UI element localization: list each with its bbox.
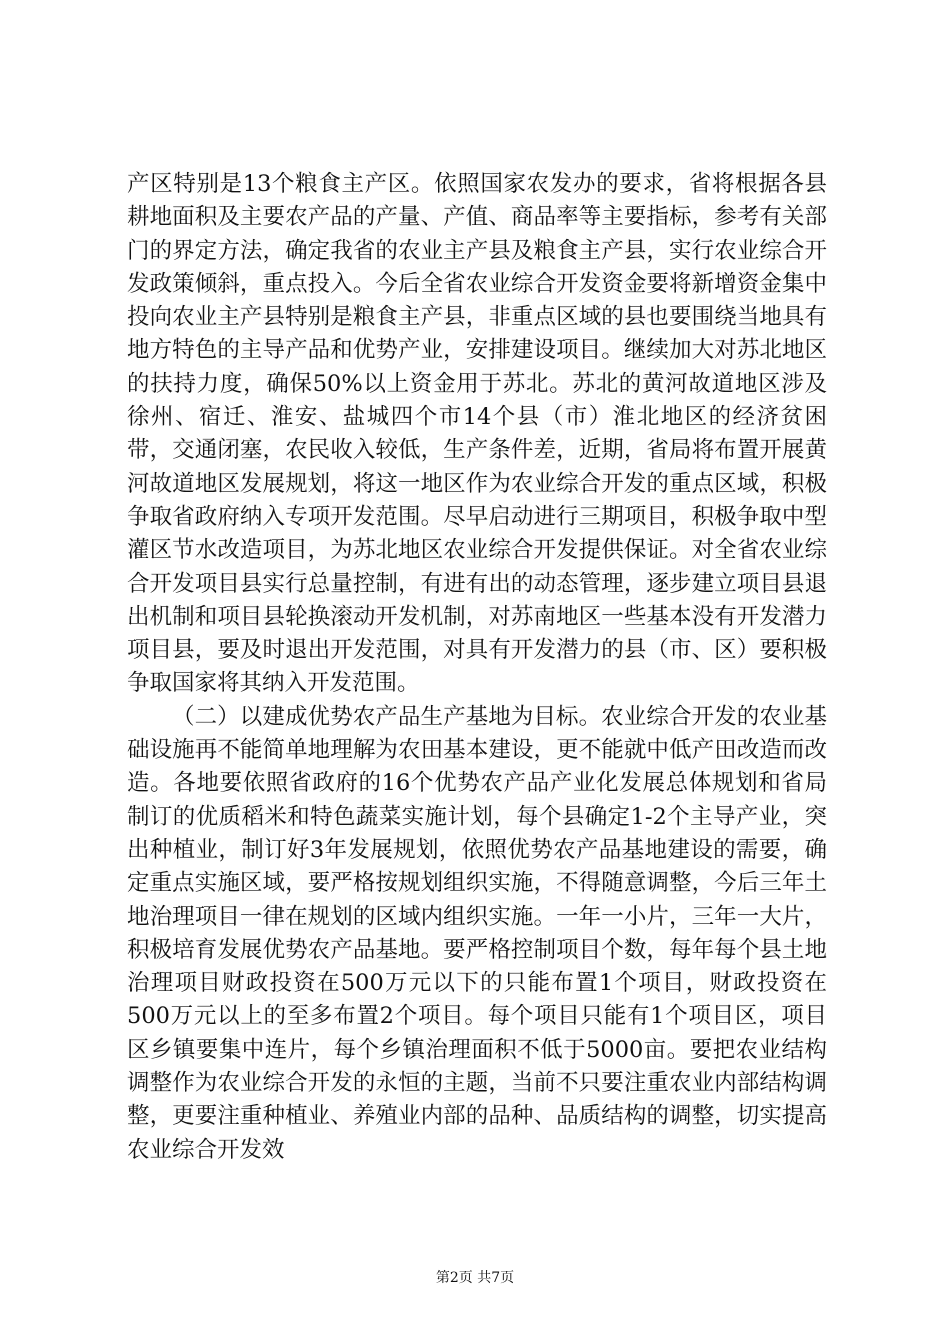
page-number-footer: 第2页 共7页 [435, 1270, 515, 1286]
body-paragraph-1: 产区特别是13个粮食主产区。依照国家农发办的要求，省将根据各县耕地面积及主要农产品的产量、产值、商品率等主要指标，参考有关部门的界定方法，确定我省的农业主产县及粮食主产县，实行农业综合开发政策倾斜，重点投入。今后全省农业综合开发资金要将新增资金集中投向农业主产县特别是粮食主产县，非重点区域的县也要围绕当地具有地方特色的主导产品和优势产业，安排建设项目。继续加大对苏北地区的扶持力度，确保50%以上资金用于苏北。苏北的黄河故道地区涉及徐州、宿迁、淮安、盐城四个市14个县（市）淮北地区的经济贫困带，交通闭塞，农民收入较低，生产条件差，近期，省局将布置开展黄河故道地区发展规划，将这一地区作为农业综合开发的重点区域，积极争取省政府纳入专项开发范围。尽早启动进行三期项目，积极争取中型灌区节水改造项目，为苏北地区农业综合开发提供保证。对全省农业综合开发项目县实行总量控制，有进有出的动态管理，逐步建立项目县退出机制和项目县轮换滚动开发机制，对苏南地区一些基本没有开发潜力项目县，要及时退出开发范围，对具有开发潜力的县（市、区）要积极争取国家将其纳入开发范围。 [127, 171, 827, 697]
body-paragraph-2: （二）以建成优势农产品生产基地为目标。农业综合开发的农业基础设施再不能简单地理解为农田基本建设，更不能就中低产田改造而改造。各地要依照省政府的16个优势农产品产业化发展总体规划和省局制订的优质稻米和特色蔬菜实施计划，每个县确定1-2个主导产业，突出种植业，制订好3年发展规划，依照优势农产品基地建设的需要，确定重点实施区域，要严格按规划组织实施，不得随意调整，今后三年土地治理项目一律在规划的区域内组织实施。一年一小片，三年一大片，积极培育发展优势农产品基地。要严格控制项目个数，每年每个县土地治理项目财政投资在500万元以下的只能布置1个项目，财政投资在500万元以上的至多布置2个项目。每个项目只能有1个项目区，项目区乡镇要集中连片，每个乡镇治理面积不低于5000亩。要把农业结构调整作为农业综合开发的永恒的主题，当前不只要注重农业内部结构调整，更要注重种植业、养殖业内部的品种、品质结构的调整，切实提高农业综合开发效 [127, 703, 827, 1163]
document-body [127, 168, 827, 1167]
